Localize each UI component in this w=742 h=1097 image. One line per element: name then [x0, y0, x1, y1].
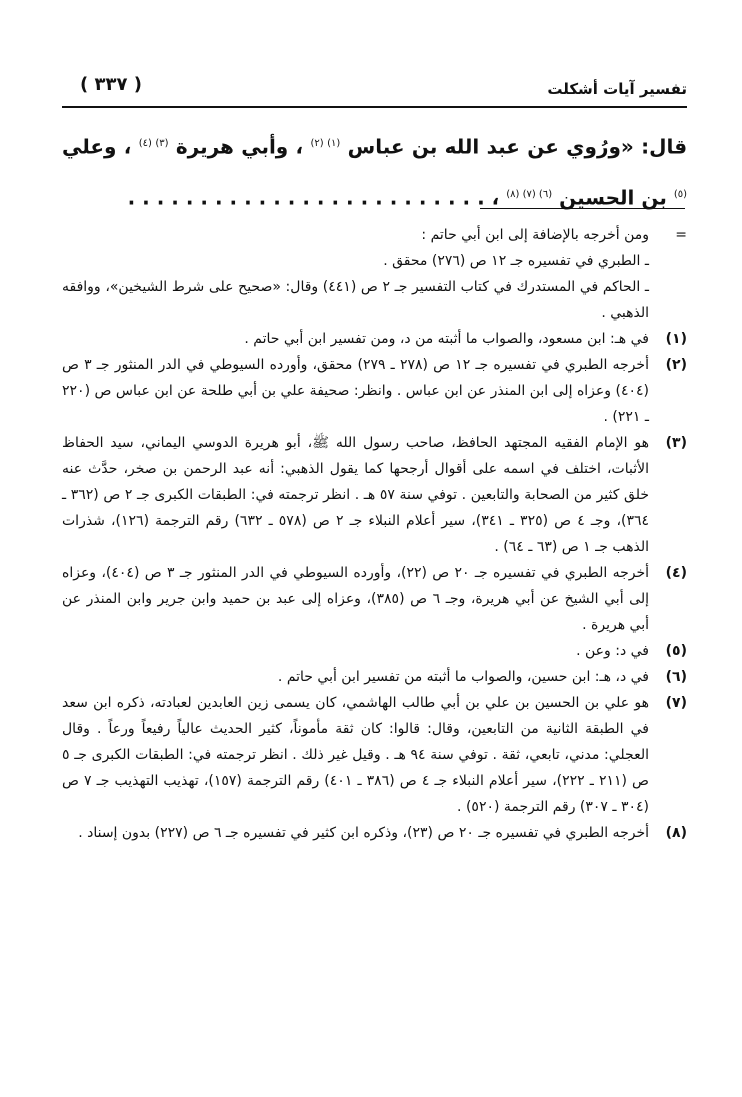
- footnote-number: (٢): [665, 357, 687, 373]
- footnote-line: ومن أخرجه بالإضافة إلى ابن أبي حاتم :: [421, 227, 649, 243]
- footnote-ref: (٣) (٤): [138, 138, 169, 149]
- footnote: [62, 326, 687, 352]
- footnote: [62, 430, 687, 560]
- footnote-ref: (١) (٢): [310, 138, 341, 149]
- footnote-ref: (٦) (٧) (٨): [506, 188, 553, 200]
- footnote-number: (٦): [665, 669, 687, 685]
- footnote-text: أخرجه الطبري في تفسيره جـ ٢٠ ص (٢٣)، وذكره ابن كثير في تفسيره جـ ٦ ص (٢٢٧) بدون إسناد .: [78, 825, 649, 841]
- footnote-text: أخرجه الطبري في تفسيره جـ ٢٠ ص (٢٢)، وأورده السيوطي في الدر المنثور جـ ٣ ص (٤٠٤)، وعزاه إلى أبي الشيخ عن أبي هريرة، وجـ ٦ ص (٣٨٥)، وعزاه إلى عبد بن حميد وابن جرير وابن المنذر عن أبي هريرة .: [62, 565, 649, 633]
- footnote-text: في د، هـ: ابن حسين، والصواب ما أثبته من تفسير ابن أبي حاتم .: [277, 669, 649, 685]
- footnote-text: في د: وعن .: [576, 643, 649, 659]
- footnote: [62, 664, 687, 690]
- main-text: [62, 120, 687, 221]
- page-header: [62, 72, 687, 106]
- footnote-number: (٥): [665, 643, 687, 659]
- footnote: [62, 352, 687, 430]
- footnote-number: (١): [665, 331, 687, 347]
- footnote-separator: [480, 208, 685, 209]
- footnote-continuation: [62, 222, 687, 326]
- footnote: [62, 690, 687, 820]
- footnote-number: (٨): [665, 825, 687, 841]
- footnote-ref: (٥): [673, 188, 687, 200]
- footnote-text: هو الإمام الفقيه المجتهد الحافظ، صاحب رسول الله ﷺ، أبو هريرة الدوسي اليماني، سيد الحفاظ الأثبات، اختلف في اسمه على أقوال أرجحها كما يقول الذهبي: أنه عبد الرحمن بن صخر، حدَّث عنه خلق كثير من الصحابة والتابعين . توفي سنة ٥٧ هـ . انظر ترجمته في: الطبقات الكبرى جـ ٢ ص (٣٦٢ ـ ٣٦٤)، وجـ ٤ ص (٣٢٥ ـ ٣٤١)، سير أعلام النبلاء جـ ٢ ص (٥٧٨ ـ ٦٣٢) رقم الترجمة (١٢٦)، شذرات الذهب جـ ١ ص (٦٣ ـ ٦٤) .: [62, 435, 649, 555]
- footnote: [62, 560, 687, 638]
- main-text-segment: ، . . . . . . . . . . . . . . . . . . . . . . . . .: [127, 185, 500, 210]
- main-text-segment: بن الحسين: [559, 185, 667, 210]
- footnote-line: ـ الحاكم في المستدرك في كتاب التفسير جـ ٢ ص (٤٤١) وقال: «صحيح على شرط الشيخين»، ووافقه الذهبي .: [62, 279, 649, 321]
- footnote-text: هو علي بن الحسين بن علي بن أبي طالب الهاشمي، كان يسمى زين العابدين لعبادته، ذكره ابن سعد في الطبقة الثانية من التابعين، وقال: قالوا: كان ثقة مأموناً، كثير الحديث عالياً رفيعاً ورعاً . وقال العجلي: مدني، تابعي، ثقة . توفي سنة ٩٤ هـ . وقيل غير ذلك . انظر ترجمته في: الطبقات الكبرى جـ ٥ ص (٢١١ ـ ٢٢٢)، سير أعلام النبلاء جـ ٤ ص (٣٨٦ ـ ٤٠١) رقم الترجمة (١٥٧)، تهذيب التهذيب جـ ٧ ص (٣٠٤ ـ ٣٠٧) رقم الترجمة (٥٢٠) .: [62, 695, 649, 815]
- footnote-line: ـ الطبري في تفسيره جـ ١٢ ص (٢٧٦) محقق .: [383, 253, 649, 269]
- footnote: [62, 638, 687, 664]
- header-rule: [62, 106, 687, 108]
- main-text-segment: قال: «ورُوي عن عبد الله بن عباس: [347, 134, 688, 159]
- page-number: ( ٣٣٧ ): [80, 74, 142, 95]
- main-text-segment: ، وعلي: [62, 134, 132, 159]
- footnote-number: (٣): [665, 435, 687, 451]
- footnote-text: أخرجه الطبري في تفسيره جـ ١٢ ص (٢٧٨ ـ ٢٧٩) محقق، وأورده السيوطي في الدر المنثور جـ ٣ ص (٤٠٤) وعزاه إلى ابن المنذر عن ابن عباس . وانظر: صحيفة علي بن أبي طلحة عن ابن عباس ص (٢٢٠ ـ ٢٢١) .: [62, 357, 649, 425]
- continuation-marker: =: [675, 227, 687, 243]
- footnotes: [62, 222, 687, 846]
- footnote-text: في هـ: ابن مسعود، والصواب ما أثبته من د، ومن تفسير ابن أبي حاتم .: [244, 331, 649, 347]
- main-text-segment: ، وأبي هريرة: [175, 134, 304, 159]
- running-title: تفسير آيات أشكلت: [547, 80, 687, 98]
- footnote-number: (٧): [665, 695, 687, 711]
- footnote-number: (٤): [665, 565, 687, 581]
- footnote: [62, 820, 687, 846]
